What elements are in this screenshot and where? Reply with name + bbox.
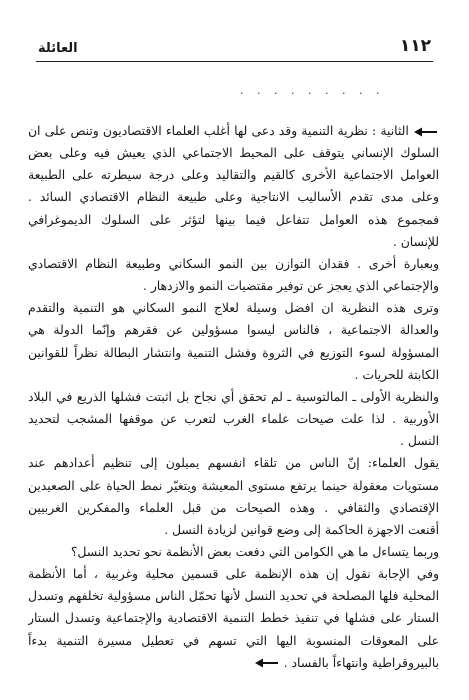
arrow-left-icon xyxy=(413,126,439,138)
text-line: للإنسان . xyxy=(392,234,439,249)
page-number: ١١٢ xyxy=(399,36,431,56)
text-line: وفي الإجابة نقول إن هذه الإنظمة على قسمين محلية وغربية ، أما الأنظمة xyxy=(28,567,439,582)
text-line: وعلى مدى تقدم الأساليب الانتاجية وعلى طبيعة النظام الاقتصادي السائد . xyxy=(28,190,439,205)
text-line: وترى هذه النظرية ان افضل وسيلة لعلاج النمو السكاني هو التنمية والتقدم xyxy=(28,301,439,316)
paragraph-3 xyxy=(28,297,439,386)
text-line: وبعبارة أخرى . فقدان التوازن بين النمو السكاني وطبيعة النظام الاقتصادي xyxy=(28,256,439,271)
text-line: العوامل الاجتماعية الأخرى كالقيم والتقاليد وعلى درجة سيطرته على الطبيعة xyxy=(28,168,439,183)
text-line: المحلية فلها المصلحة في تحديد النسل لأنها تحمّل الناس مسؤولية تخلفهم وتسدل xyxy=(28,589,439,604)
text-line: النسل . xyxy=(400,434,439,449)
line-text: الثانية : نظرية التنمية وقد دعى لها أغلب العلماء الاقتصاديون وتنص على ان xyxy=(28,124,409,138)
text-line: يقول العلماء: إنّ الناس من تلقاء انفسهم يميلون إلى تنظيم أعدادهم عند xyxy=(28,456,439,471)
text-line: الكابتة للحريات . xyxy=(354,367,439,382)
text-line: وربما يتساءل ما هي الكوامن التي دفعت بعض الأنظمة نحو تحديد النسل؟ xyxy=(70,544,439,559)
text-line xyxy=(28,120,439,142)
header-rule xyxy=(36,61,433,62)
paragraph-1 xyxy=(28,120,439,253)
body-text xyxy=(28,120,439,674)
text-line: أقنعت الاجهزة الحاكمة إلى وضع قوانين لزيادة النسل . xyxy=(164,522,439,537)
paragraph-6 xyxy=(28,541,439,563)
text-line xyxy=(28,652,439,674)
text-line: الستار على فشلها في تنفيذ خطط التنمية الاقتصادية والإجتماعية وتسدل الستار xyxy=(28,611,439,626)
paragraph-2 xyxy=(28,253,439,297)
page-header xyxy=(38,30,431,56)
text-line: فمجموع هذه العوامل تتفاعل فيما بينها لتؤثر على السلوك الديموغرافي xyxy=(28,212,439,227)
paragraph-5 xyxy=(28,452,439,541)
text-line: والعدالة الاجتماعية ، فالناس ليسوا مسؤولين عن فقرهم وإنّما الدولة هي xyxy=(28,323,439,338)
text-line: والإجتماعي الذي يعجز عن توفير مقتضيات النمو والازدهار . xyxy=(143,279,439,294)
paragraph-4 xyxy=(28,386,439,452)
separator-dots: . . . . . . . . . xyxy=(240,84,385,97)
text-line: المسؤولة لسوء التوزيع في الثروة وفشل التنمية وانتشار البطالة نظراً للقوانين xyxy=(28,345,439,360)
text-line: مستويات معقولة حينما يرتفع مستوى المعيشة ويتغيّر نمط الحياة على الصعيدين xyxy=(28,478,439,493)
text-line: السلوك الإنساني يتوقف على المحيط الاجتماعي الذي يعيش فيه وعلى بعض xyxy=(28,146,439,161)
paragraph-7 xyxy=(28,563,439,674)
text-line: على المعوقات المنسوبة اليها التي تسهم في تعطيل مسيرة التنمية بدءاً xyxy=(28,633,439,648)
text-line: الإقتصادي والثقافي . وهذه الصيحات من قبل العلماء والمفكرين الغربيين xyxy=(28,500,439,515)
arrow-left-icon xyxy=(254,657,280,669)
line-text: بالبيروقراطية وانتهاءاً بالفساد . xyxy=(283,655,439,670)
text-line: والنظرية الأولى ـ المالتوسية ـ لم تحقق أي نجاح بل اثبتت فشلها الذريع في البلاد xyxy=(28,389,439,404)
running-title: العائلة xyxy=(38,41,78,56)
text-line: الأوربية . لذا علت صيحات علماء الغرب لتعرب عن موقفها المشجب لتحديد xyxy=(28,412,439,427)
